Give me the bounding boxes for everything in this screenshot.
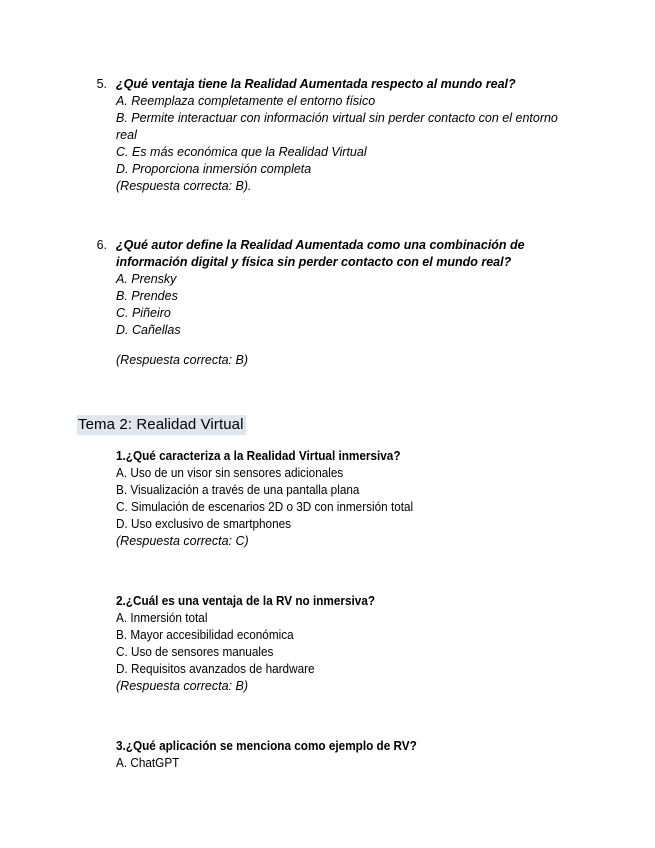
q6-question-line1: ¿Qué autor define la Realidad Aumentada como una combinación de <box>116 238 525 252</box>
q6-answer: (Respuesta correcta: B) <box>116 353 248 367</box>
q5-question: ¿Qué ventaja tiene la Realidad Aumentada respecto al mundo real? <box>116 77 516 91</box>
q5-option-b-continued: real <box>116 128 137 142</box>
t2q2-option-c: C. Uso de sensores manuales <box>116 645 274 659</box>
q6-option-b: B. Prendes <box>116 289 178 303</box>
q6-number: 6. <box>96 238 107 252</box>
q5-number: 5. <box>96 77 107 91</box>
q5-option-b: B. Permite interactuar con información virtual sin perder contacto con el entorno <box>116 111 558 125</box>
q6-option-d: D. Cañellas <box>116 323 181 337</box>
t2q1-option-b: B. Visualización a través de una pantalla plana <box>116 483 360 497</box>
q5-option-a: A. Reemplaza completamente el entorno físico <box>116 94 376 108</box>
t2q2-question: 2.¿Cuál es una ventaja de la RV no inmersiva? <box>116 594 376 608</box>
t2q3-option-a: A. ChatGPT <box>116 756 180 770</box>
t2q3-question: 3.¿Qué aplicación se menciona como ejemplo de RV? <box>116 739 417 753</box>
q6-question-line2: información digital y física sin perder contacto con el mundo real? <box>116 255 512 269</box>
t2q2-option-b: B. Mayor accesibilidad económica <box>116 628 294 642</box>
t2q2-answer: (Respuesta correcta: B) <box>116 679 248 693</box>
t2q1-question: 1.¿Qué caracteriza a la Realidad Virtual inmersiva? <box>116 449 401 463</box>
t2q2-option-a: A. Inmersión total <box>116 611 208 625</box>
section-heading: Tema 2: Realidad Virtual <box>78 416 244 433</box>
t2q1-option-a: A. Uso de un visor sin sensores adicionales <box>116 466 344 480</box>
t2q1-option-d: D. Uso exclusivo de smartphones <box>116 517 292 531</box>
t2q1-option-c: C. Simulación de escenarios 2D o 3D con inmersión total <box>116 500 414 514</box>
t2q2-option-d: D. Requisitos avanzados de hardware <box>116 662 315 676</box>
q6-option-c: C. Piñeiro <box>116 306 171 320</box>
q6-option-a: A. Prensky <box>116 272 177 286</box>
q5-option-d: D. Proporciona inmersión completa <box>116 162 312 176</box>
q5-option-c: C. Es más económica que la Realidad Virtual <box>116 145 367 159</box>
t2q1-answer: (Respuesta correcta: C) <box>116 534 249 548</box>
q5-answer: (Respuesta correcta: B). <box>116 179 252 193</box>
